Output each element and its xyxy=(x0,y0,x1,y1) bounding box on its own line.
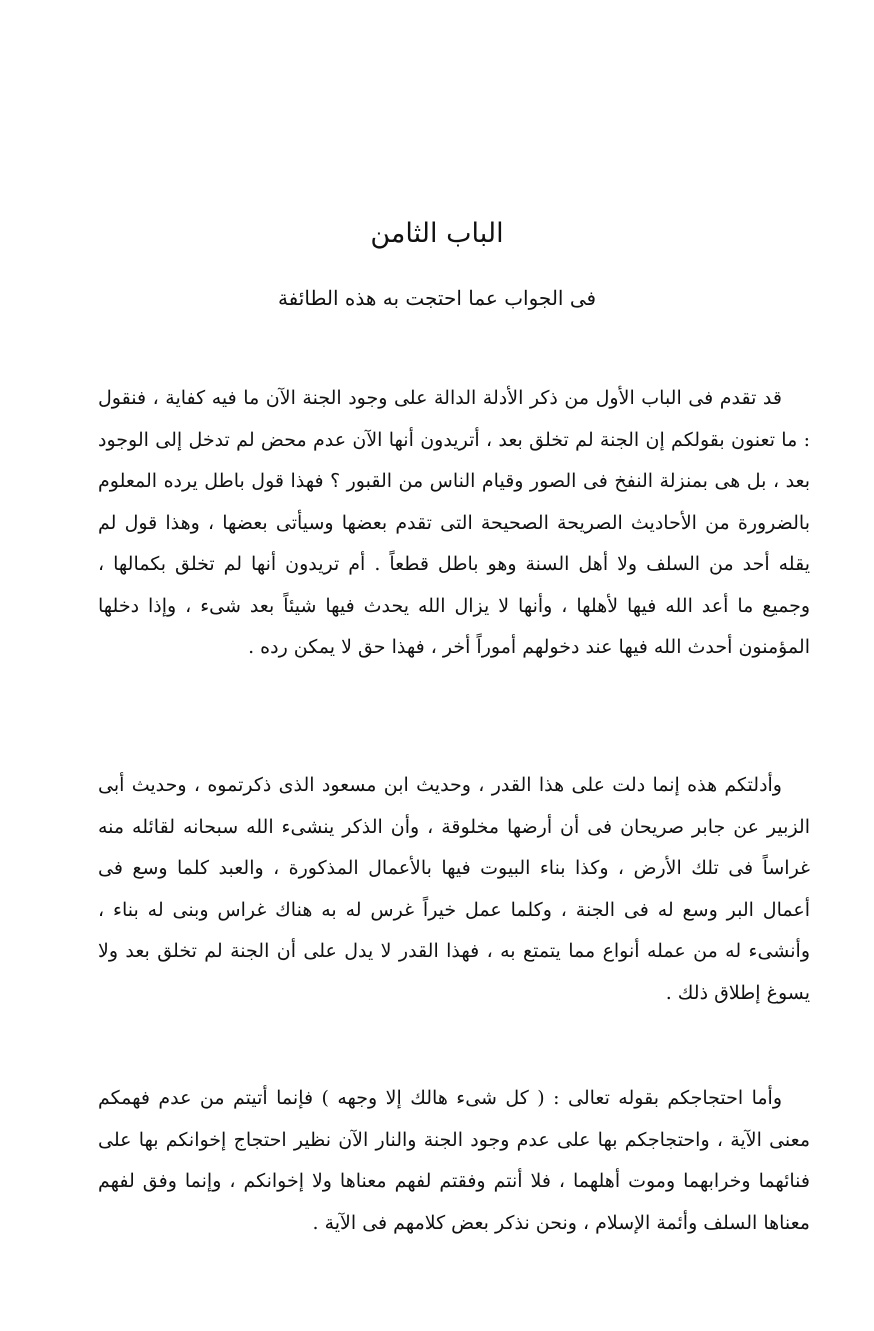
paragraph-text: وأدلتكم هذه إنما دلت على هذا القدر ، وحديث ابن مسعود الذى ذكرتموه ، وحديث أبى الزبير عن جابر صريحان فى أن أرضها مخلوقة ، وأن الذكر ينشىء الله سبحانه لقائله منه غراساً فى تلك الأرض ، وكذا بناء البيوت فيها بالأعمال المذكورة ، والعبد كلما وسع فى أعمال البر وسع له فى الجنة ، وكلما عمل خيراً غرس له به هناك غراس وبنى له بناء ، وأنشىء له من عمله أنواع مما يتمتع به ، فهذا القدر لا يدل على أن الجنة لم تخلق بعد ولا يسوغ إطلاق ذلك . xyxy=(98,774,810,1004)
paragraph-text: قد تقدم فى الباب الأول من ذكر الأدلة الدالة على وجود الجنة الآن ما فيه كفاية ، فنقول : ما تعنون بقولكم إن الجنة لم تخلق بعد ، أتريدون أنها الآن عدم محض لم تدخل إلى الوجود بعد ، بل هى بمنزلة النفخ فى الصور وقيام الناس من القبور ؟ فهذا قول باطل يرده المعلوم بالضرورة من الأحاديث الصريحة الصحيحة التى تقدم بعضها وسيأتى بعضها ، وهذا قول لم يقله أحد من السلف ولا أهل السنة وهو باطل قطعاً . أم تريدون أنها لم تخلق بكمالها ، وجميع ما أعد الله فيها لأهلها ، وأنها لا يزال الله يحدث فيها شيئاً بعد شىء ، وإذا دخلها المؤمنون أحدث الله فيها عند دخولهم أموراً أخر ، فهذا حق لا يمكن رده . xyxy=(98,387,810,658)
chapter-title: الباب الثامن xyxy=(370,218,504,249)
paragraph-2 xyxy=(98,765,810,1014)
chapter-subtitle: فى الجواب عما احتجت به هذه الطائفة xyxy=(277,286,597,310)
paragraph-text: وأما احتجاجكم بقوله تعالى : ( كل شىء هالك إلا وجهه ) فإنما أتيتم من عدم فهمكم معنى الآية ، واحتجاجكم بها على عدم وجود الجنة والنار الآن نظير احتجاج إخوانكم بها على فنائهما وخرابهما وموت أهلهما ، فلا أنتم وفقتم لفهم معناها ولا إخوانكم ، وإنما وفق لفهم معناها السلف وأئمة الإسلام ، ونحن نذكر بعض كلامهم فى الآية . xyxy=(98,1087,810,1234)
paragraph-3 xyxy=(98,1078,810,1244)
paragraph-1 xyxy=(98,378,810,669)
